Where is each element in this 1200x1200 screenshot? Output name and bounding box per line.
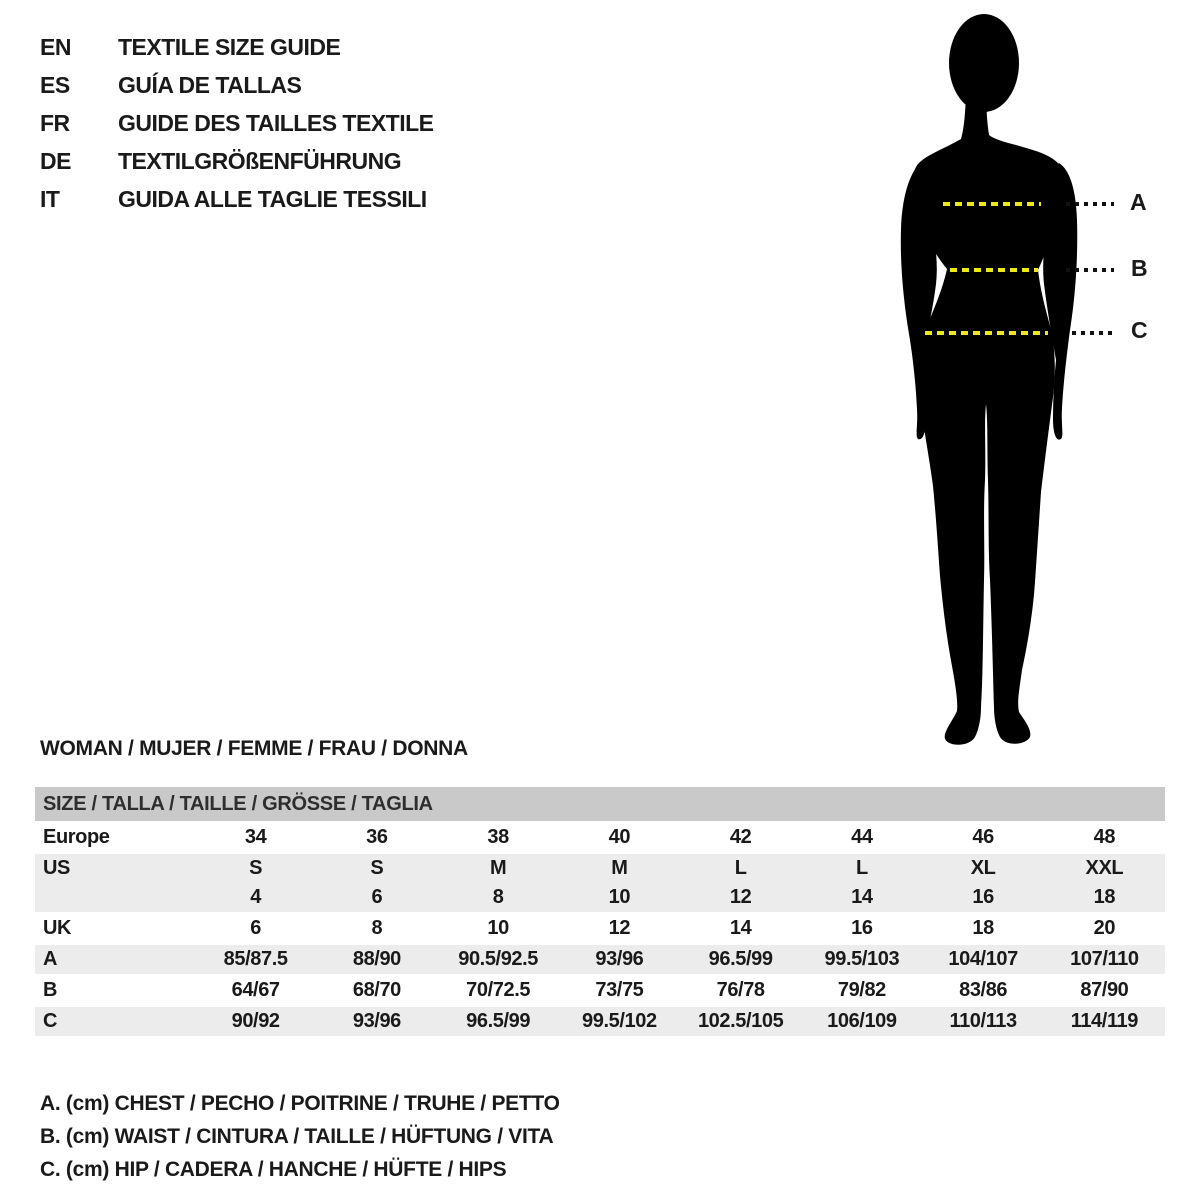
language-row [40,180,434,218]
row-label: C [43,1010,58,1032]
table-row [35,854,1165,883]
table-cell: 4 [250,886,261,908]
table-cell: 107/110 [1070,948,1139,970]
table-cell: 102.5/105 [697,1010,784,1032]
table-cell: 16 [851,917,873,939]
language-row [40,104,434,142]
table-cell: 99.5/102 [582,1010,657,1032]
table-cell: XL [970,857,996,879]
chest-measure-line [943,202,1041,206]
table-cell: 14 [729,917,752,939]
table-cell: 20 [1093,917,1116,939]
table-cell: S [249,857,263,879]
marker-c-label: C [1131,317,1148,343]
table-row [35,945,1165,974]
language-row [40,142,434,180]
size-table-header: SIZE / TALLA / TAILLE / GRÖSSE / TAGLIA [35,787,1165,821]
table-cell: 38 [487,826,509,848]
language-list [40,28,434,218]
table-cell: 10 [608,886,631,908]
table-cell: 12 [729,886,752,908]
table-cell: 18 [1093,886,1116,908]
table-cell: 36 [366,826,388,848]
table-cell: 8 [371,917,383,939]
table-cell: 93/96 [595,948,644,970]
table-cell: 85/87.5 [223,948,288,970]
table-cell: 88/90 [352,948,401,970]
table-cell: M [489,857,507,879]
language-code: EN [40,34,71,60]
table-cell: 12 [608,917,631,939]
table-row [35,976,1165,1005]
table-cell: 79/82 [837,979,886,1001]
table-cell: 104/107 [948,948,1018,970]
table-cell: 87/90 [1080,979,1129,1001]
table-cell: 106/109 [827,1010,897,1032]
table-cell: 14 [851,886,873,908]
table-cell: 99.5/103 [824,948,900,970]
table-cell: 73/75 [595,979,644,1001]
hip-measure-line [925,331,1048,335]
language-label: TEXTILGRÖßENFÜHRUNG [118,148,402,174]
language-row [40,66,434,104]
language-code: ES [40,72,70,98]
figure-region [870,8,1200,753]
legend-line: B. (cm) WAIST / CINTURA / TAILLE / HÜFTUNG / VITA [40,1125,554,1148]
table-row [35,914,1165,943]
language-code: IT [40,186,60,212]
table-cell: 90.5/92.5 [458,948,539,970]
language-label: GUÍA DE TALLAS [118,72,302,98]
size-table [35,787,1165,1038]
table-cell: 70/72.5 [466,979,531,1001]
table-cell: 93/96 [352,1010,401,1032]
table-cell: 40 [608,826,631,848]
table-cell: 6 [250,917,261,939]
legend-line: A. (cm) CHEST / PECHO / POITRINE / TRUHE / PETTO [40,1092,560,1115]
language-label: GUIDE DES TAILLES TEXTILE [118,110,434,136]
marker-b-label: B [1131,255,1148,281]
table-cell: L [734,857,747,879]
table-cell: 8 [492,886,504,908]
row-label: A [43,948,58,970]
table-cell: 44 [851,826,873,848]
table-cell: 83/86 [959,979,1008,1001]
measurement-legend [40,1087,560,1186]
woman-silhouette [870,8,1110,748]
table-cell: 90/92 [231,1010,280,1032]
table-row [35,1007,1165,1036]
table-cell: 18 [972,917,994,939]
table-cell: 10 [487,917,509,939]
waist-measure-line [950,268,1038,272]
table-cell: XXL [1085,857,1124,879]
table-cell: 96.5/99 [708,948,773,970]
table-cell: M [611,857,628,879]
row-label: Europe [43,826,110,848]
language-row [40,28,434,66]
legend-line: C. (cm) HIP / CADERA / HANCHE / HÜFTE / HIPS [40,1158,507,1181]
table-cell: 114/119 [1070,1010,1139,1032]
size-table-body [35,823,1165,1036]
language-code: FR [40,110,70,136]
chest-connector-line [1066,202,1114,206]
table-row [35,883,1165,912]
language-label: TEXTILE SIZE GUIDE [118,34,341,60]
table-cell: 96.5/99 [466,1010,531,1032]
table-cell: 48 [1093,826,1116,848]
table-cell: L [855,857,868,879]
table-cell: 64/67 [231,979,280,1001]
table-cell: 110/113 [949,1010,1017,1032]
table-row [35,823,1165,852]
hip-connector-line [1072,331,1114,335]
table-cell: 46 [972,826,994,848]
row-label: US [43,857,70,879]
waist-connector-line [1066,268,1114,272]
row-label: B [43,979,58,1001]
marker-a-label: A [1130,189,1147,215]
section-title: WOMAN / MUJER / FEMME / FRAU / DONNA [40,737,468,760]
table-cell: 68/70 [352,979,401,1001]
table-cell: 42 [729,826,752,848]
table-cell: 6 [371,886,383,908]
language-label: GUIDA ALLE TAGLIE TESSILI [118,186,427,212]
row-label: UK [43,917,72,939]
table-cell: 76/78 [716,979,765,1001]
language-code: DE [40,148,71,174]
table-cell: 34 [244,826,267,848]
table-cell: S [370,857,384,879]
table-cell: 16 [972,886,994,908]
